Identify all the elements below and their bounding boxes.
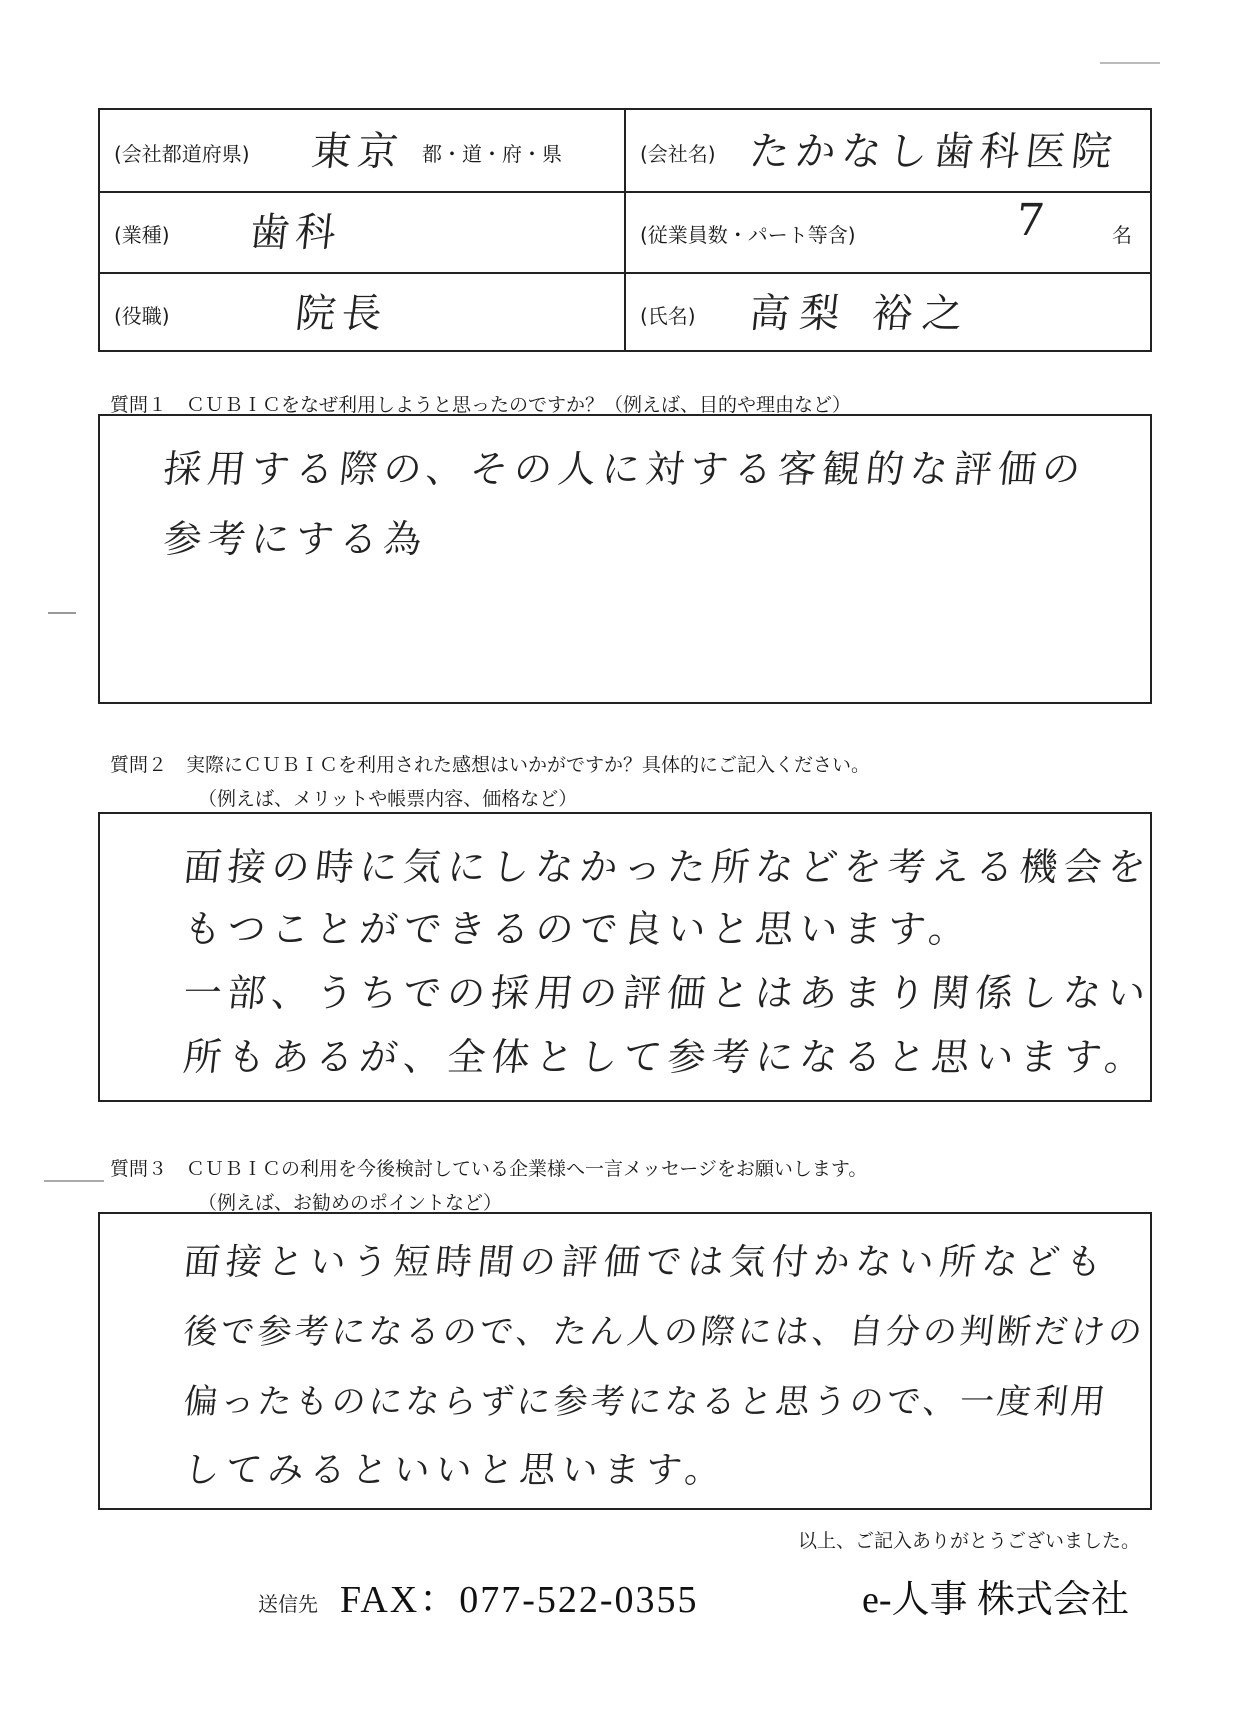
company-label: (会社名) xyxy=(640,142,716,166)
q3-answer-line-2: 後で参考になるので、たん人の際には、自分の判断だけの xyxy=(181,1312,1148,1352)
q2-answer-line-1: 面接の時に気にしなかった所などを考える機会を xyxy=(181,845,1154,889)
company-name: e-人事 株式会社 xyxy=(862,1579,1130,1621)
closing-message: 以上、ご記入ありがとうございました。 xyxy=(797,1530,1140,1552)
q3-title: 質問３ ＣＵＢＩＣの利用を今後検討している企業様へ一言メッセージをお願いします。 xyxy=(110,1158,868,1180)
q2-answer-line-4: 所もあるが、全体として参考になると思います。 xyxy=(181,1035,1151,1079)
info-row-position-name xyxy=(100,272,1150,353)
employees-label: (従業員数・パート等含) xyxy=(640,223,856,247)
q1-answer-line-2: 参考にする為 xyxy=(161,517,430,561)
prefecture-value: 東京 xyxy=(309,129,407,175)
industry-value: 歯科 xyxy=(247,210,345,256)
prefecture-label: (会社都道府県) xyxy=(114,142,250,166)
employees-unit: 名 xyxy=(1112,223,1132,247)
q2-answer-line-2: もつことができるので良いと思います。 xyxy=(181,907,975,951)
info-table xyxy=(98,108,1152,352)
scan-artifact xyxy=(44,1180,104,1182)
info-row-prefecture-company xyxy=(100,110,1150,193)
prefecture-suffix: 都・道・府・県 xyxy=(422,142,562,166)
fax-number: FAX：077-522-0355 xyxy=(340,1579,699,1621)
name-label: (氏名) xyxy=(640,304,696,328)
q1-title: 質問１ ＣＵＢＩＣをなぜ利用しようと思ったのですか？（例えば、目的や理由など） xyxy=(110,394,852,416)
info-row-industry-employees xyxy=(100,191,1150,274)
footer xyxy=(0,1560,1240,1630)
position-value: 院長 xyxy=(293,291,391,337)
scan-artifact xyxy=(48,612,76,614)
q3-answer-line-3: 偏ったものにならずに参考になると思うので、一度利用 xyxy=(181,1382,1111,1422)
industry-label: (業種) xyxy=(114,223,170,247)
q3-answer-line-1: 面接という短時間の評価では気付かない所なども xyxy=(181,1242,1110,1283)
q2-title: 質問２ 実際にＣＵＢＩＣを利用された感想はいかがですか？具体的にご記入ください。 xyxy=(110,754,871,776)
q1-answer-box xyxy=(98,414,1152,704)
position-label: (役職) xyxy=(114,304,170,328)
q2-answer-box xyxy=(98,812,1152,1102)
q3-answer-line-4: してみるといいと思います。 xyxy=(181,1450,729,1491)
company-value: たかなし歯科医院 xyxy=(747,129,1121,175)
name-value: 高梨 裕之 xyxy=(747,291,975,337)
q1-answer-line-1: 採用する際の、その人に対する客観的な評価の xyxy=(161,447,1089,491)
fax-prefix: 送信先 xyxy=(258,1592,318,1616)
q2-subtitle: （例えば、メリットや帳票内容、価格など） xyxy=(198,788,578,810)
q3-subtitle: （例えば、お勧めのポイントなど） xyxy=(198,1192,503,1214)
scan-artifact xyxy=(1100,62,1160,64)
q2-answer-line-3: 一部、うちでの採用の評価とはあまり関係しない xyxy=(181,971,1154,1015)
employees-value: 7 xyxy=(1013,195,1053,246)
q3-answer-box xyxy=(98,1212,1152,1510)
